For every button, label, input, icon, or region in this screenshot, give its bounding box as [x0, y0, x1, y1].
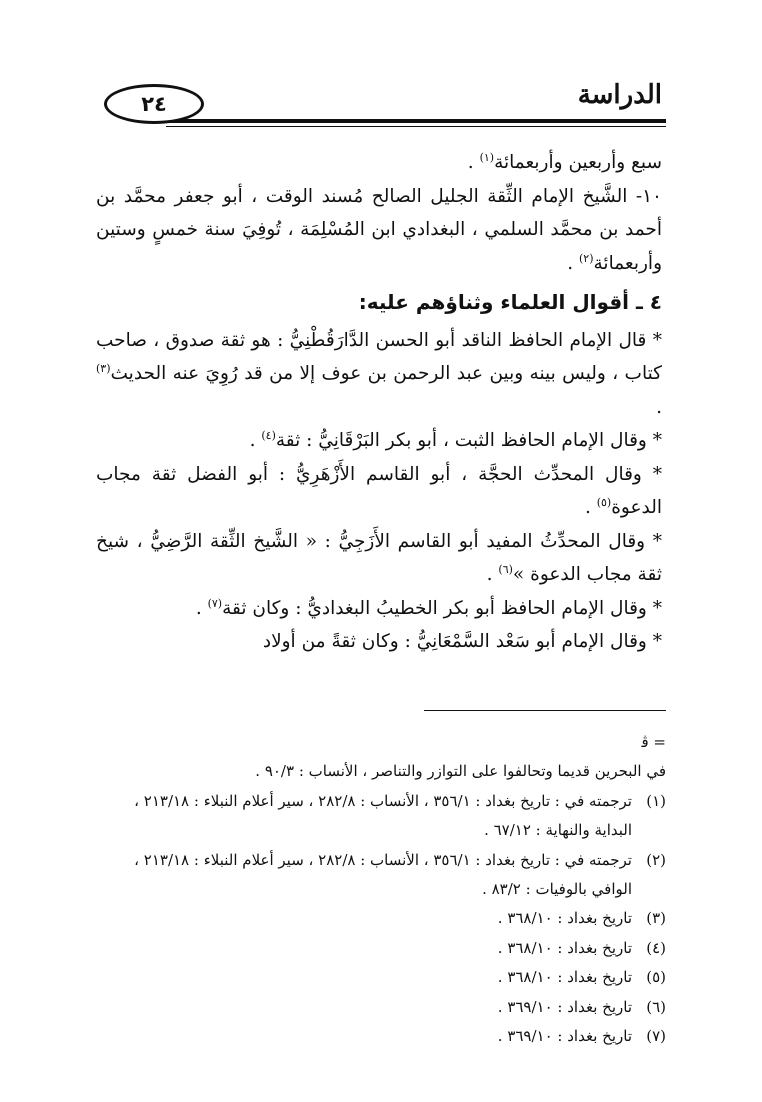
footnote-ref-2: (٢): [579, 251, 594, 265]
footnote-ref-5: (٥): [596, 495, 612, 509]
footnote-text: تاريخ بغداد : ٣٦٩/١٠ .: [497, 1027, 632, 1046]
quote-khatib: * وقال الإمام الحافظ أبو بكر الخطيبُ البغداديُّ : وكان ثقة$^{(٧)}$ .: [195, 596, 662, 619]
footnote-number: (٧): [646, 1027, 666, 1046]
page-number: ٢٤: [104, 84, 204, 124]
footnote-item: [96, 1022, 666, 1051]
footnote-text: تاريخ بغداد : ٣٦٨/١٠ .: [497, 909, 632, 928]
paragraph-intro: سبع وأربعين وأربعمائة$^{(١)}$ .: [467, 150, 662, 173]
footnote-ref-4: (٤): [261, 428, 276, 442]
section-heading: ٤ ـ أقوال العلماء وثناؤهم عليه:: [358, 290, 662, 314]
footnote-text: تاريخ بغداد : ٣٦٨/١٠ .: [497, 938, 632, 957]
main-text: [96, 146, 662, 659]
footnote-number: (٤): [646, 938, 666, 957]
item10-text: ١٠- الشَّيخ الإمام الثِّقة الجليل الصالح مُسند الوقت ، أبو جعفر محمَّد بن أحمد بن محمَّد السلمي ، البغدادي ابن المُسْلِمَة ، تُوفِيَ سنة خمسٍ وستين وأربعمائة: [96, 185, 662, 274]
footnote-number: (٢): [646, 850, 666, 869]
footnote-number: (١): [646, 791, 666, 810]
footnote-item: [96, 993, 666, 1022]
footnote-item: [96, 787, 666, 846]
quote-2-text: * وقال الإمام الحافظ الثبت ، أبو بكر البَرْقَانِيُّ : ثقة: [275, 430, 662, 451]
quote-6-text: * وقال الإمام أبو سَعْد السَّمْعَانِيُّ : وكان ثقةً من أولاد: [262, 631, 662, 652]
quote-5-text: * وقال الإمام الحافظ أبو بكر الخطيبُ البغداديُّ : وكان ثقة: [222, 597, 662, 619]
footnote-item: [96, 904, 666, 933]
footnote-continuation-sign: = ﭬ: [641, 733, 666, 751]
footnote-continuation: في البحرين قديما وتحالفوا على التوازر والتناصر ، الأنساب : ٩٠/٣ .: [255, 762, 666, 781]
header-rule-thick: [166, 119, 666, 123]
quote-1-text: * قال الإمام الحافظ الناقد أبو الحسن الدَّارَقُطْنِيُّ : هو ثقة صدوق ، صاحب كتاب ، وليس بينه وبين عبد الرحمن بن عوف إلا من قد رُوِيَ عنه الحديث: [96, 329, 662, 384]
footnotes: [96, 728, 666, 1051]
quote-3-text: * وقال المحدِّث الحجَّة ، أبو القاسم الأَزْهَرِيُّ : أبو الفضل ثقة مجاب الدعوة: [96, 463, 662, 518]
quote-azaji: * وقال المحدِّثُ المفيد أبو القاسم الأَزَجِيُّ : « الشَّيخ الثِّقة الرَّضِيُّ ، شيخ ثقة مجاب الدعوة »$^{(٦)}$ .: [96, 530, 662, 585]
quote-barqani: * وقال الإمام الحافظ الثبت ، أبو بكر البَرْقَانِيُّ : ثقة$^{(٤)}$ .: [249, 428, 662, 451]
quote-azhari: * وقال المحدِّث الحجَّة ، أبو القاسم الأَزْهَرِيُّ : أبو الفضل ثقة مجاب الدعوة$^{(٥)}$ .: [96, 463, 662, 518]
paragraph-item-10: ١٠- الشَّيخ الإمام الثِّقة الجليل الصالح مُسند الوقت ، أبو جعفر محمَّد بن أحمد بن محمَّد السلمي ، البغدادي ابن المُسْلِمَة ، تُوفِيَ سنة خمسٍ وستين وأربعمائة$^{(٢)}$ .: [96, 185, 662, 274]
footnote-number: (٦): [646, 997, 666, 1016]
quote-daraqutni: * قال الإمام الحافظ الناقد أبو الحسن الدَّارَقُطْنِيُّ : هو ثقة صدوق ، صاحب كتاب ، وليس بينه وبين عبد الرحمن بن عوف إلا من قد رُوِيَ عنه الحديث$^{(٣)}$ .: [96, 329, 662, 418]
footnote-text: تاريخ بغداد : ٣٦٨/١٠ .: [497, 968, 632, 987]
footnote-number: (٥): [646, 968, 666, 987]
footnote-ref-6: (٦): [498, 562, 513, 576]
footnote-item: [96, 934, 666, 963]
footnote-item: [96, 963, 666, 992]
intro-text: سبع وأربعين وأربعمائة: [494, 152, 662, 173]
page-header: [96, 82, 666, 134]
footnote-text: ترجمته في : تاريخ بغداد : ٣٥٦/١ ، الأنساب : ٢٨٢/٨ ، سير أعلام النبلاء : ٢١٣/١٨ ، الوافي بالوفيات : ٨٣/٢ .: [134, 850, 632, 899]
quote-samani: [96, 625, 662, 659]
footnote-ref-7: (٧): [207, 596, 223, 610]
section-title: الدراسة: [577, 80, 662, 110]
footnote-ref-1: (١): [479, 150, 495, 164]
footnote-text: ترجمته في : تاريخ بغداد : ٣٥٦/١ ، الأنساب : ٢٨٢/٨ ، سير أعلام النبلاء : ٢١٣/١٨ ، البداية والنهاية : ٦٧/١٢ .: [134, 791, 632, 840]
quote-4-text: * وقال المحدِّثُ المفيد أبو القاسم الأَزَجِيُّ : « الشَّيخ الثِّقة الرَّضِيُّ ، شيخ ثقة مجاب الدعوة »: [96, 530, 662, 585]
header-rule-thin: [166, 126, 666, 127]
footnote-separator: [424, 710, 666, 711]
footnote-ref-3: (٣): [96, 361, 111, 375]
footnote-item: [96, 846, 666, 905]
footnote-text: تاريخ بغداد : ٣٦٩/١٠ .: [497, 997, 632, 1016]
footnote-number: (٣): [646, 909, 666, 928]
